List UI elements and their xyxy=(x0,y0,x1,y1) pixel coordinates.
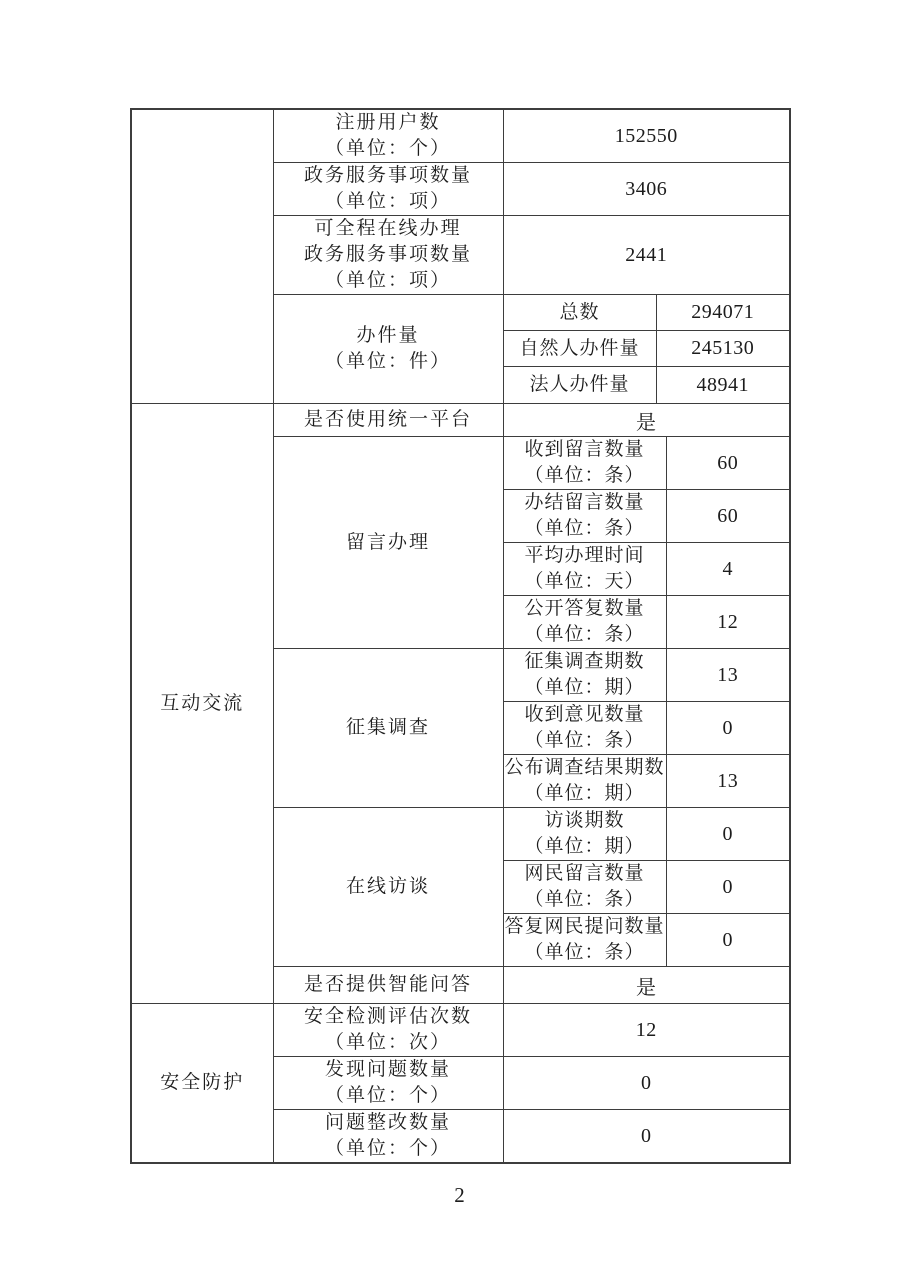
sub-label-line: 平均办理时间 xyxy=(524,545,645,566)
sub-label-cell xyxy=(503,437,666,490)
value-cell: 0 xyxy=(666,808,790,861)
row-label-line: 政务服务事项数量 xyxy=(303,165,472,186)
value-cell: 152550 xyxy=(503,109,790,163)
sub-label-line: 公开答复数量 xyxy=(524,598,645,619)
sub-label-line: 收到留言数量 xyxy=(524,439,645,460)
section-cell-interaction xyxy=(131,404,273,1004)
value-cell: 245130 xyxy=(656,331,790,367)
section-label: 互动交流 xyxy=(160,692,245,714)
row-label-cell xyxy=(273,295,503,404)
row-label-cell xyxy=(273,649,503,808)
sub-label-cell xyxy=(503,367,656,404)
sub-label-unit: （单位：期） xyxy=(524,677,645,698)
value-cell: 0 xyxy=(503,1057,790,1110)
sub-label-unit: （单位：条） xyxy=(524,889,645,910)
sub-label-unit: （单位：期） xyxy=(524,836,645,857)
row-label-unit: （单位：个） xyxy=(324,1085,451,1106)
row-label-line: 安全检测评估次数 xyxy=(303,1006,472,1027)
sub-label-line: 总数 xyxy=(559,301,600,323)
value-cell: 4 xyxy=(666,543,790,596)
value-cell: 48941 xyxy=(656,367,790,404)
sub-label-line: 答复网民提问数量 xyxy=(504,916,665,937)
value-cell: 是 xyxy=(503,967,790,1004)
row-label-unit: （单位：件） xyxy=(324,351,451,372)
row-label-line: 办件量 xyxy=(356,325,420,346)
row-label-cell xyxy=(273,163,503,216)
report-table xyxy=(130,108,791,1164)
row-label-line: 问题整改数量 xyxy=(324,1112,451,1133)
sub-label-cell xyxy=(503,295,656,331)
sub-label-line: 访谈期数 xyxy=(544,810,625,831)
sub-label-cell xyxy=(503,596,666,649)
value-cell: 60 xyxy=(666,437,790,490)
sub-label-unit: （单位：条） xyxy=(524,465,645,486)
row-label-cell xyxy=(273,1057,503,1110)
section-cell-security xyxy=(131,1004,273,1164)
value-cell: 13 xyxy=(666,755,790,808)
row-label-line: 发现问题数量 xyxy=(324,1059,451,1080)
row-label-cell xyxy=(273,1004,503,1057)
sub-label-cell xyxy=(503,331,656,367)
section-cell-blank xyxy=(131,109,273,404)
row-label-line: 是否使用统一平台 xyxy=(303,409,472,430)
sub-label-line: 公布调查结果期数 xyxy=(504,757,665,778)
sub-label-cell xyxy=(503,702,666,755)
sub-label-line: 法人办件量 xyxy=(529,374,630,395)
value-cell: 12 xyxy=(503,1004,790,1057)
row-label-line: 可全程在线办理 xyxy=(314,218,462,239)
row-label-cell xyxy=(273,967,503,1004)
page-number: 2 xyxy=(454,1183,465,1207)
sub-label-unit: （单位：条） xyxy=(524,942,645,963)
value-cell: 是 xyxy=(503,404,790,437)
sub-label-unit: （单位：条） xyxy=(524,624,645,645)
row-label-line: 在线访谈 xyxy=(345,876,430,897)
row-label-unit: （单位：个） xyxy=(324,1138,451,1159)
sub-label-cell xyxy=(503,755,666,808)
sub-label-unit: （单位：天） xyxy=(524,571,645,592)
sub-label-line: 自然人办件量 xyxy=(519,337,640,359)
sub-label-unit: （单位：条） xyxy=(524,730,645,751)
value-cell: 2441 xyxy=(503,216,790,295)
row-label-unit: （单位：项） xyxy=(324,191,451,212)
value-cell: 13 xyxy=(666,649,790,702)
row-label-line: 是否提供智能问答 xyxy=(303,974,472,995)
sub-label-cell xyxy=(503,808,666,861)
sub-label-line: 收到意见数量 xyxy=(524,704,645,725)
row-label-cell xyxy=(273,437,503,649)
sub-label-cell xyxy=(503,543,666,596)
row-label-cell xyxy=(273,216,503,295)
row-label-unit: （单位：项） xyxy=(324,270,451,291)
row-label-line: 注册用户数 xyxy=(335,112,441,133)
value-cell: 12 xyxy=(666,596,790,649)
sub-label-unit: （单位：期） xyxy=(524,783,645,804)
value-cell: 294071 xyxy=(656,295,790,331)
row-label-cell xyxy=(273,109,503,163)
sub-label-cell xyxy=(503,649,666,702)
sub-label-cell xyxy=(503,914,666,967)
value-cell: 0 xyxy=(503,1110,790,1164)
value-cell: 0 xyxy=(666,702,790,755)
value-cell: 0 xyxy=(666,914,790,967)
section-label: 安全防护 xyxy=(160,1072,245,1093)
sub-label-line: 征集调查期数 xyxy=(524,651,645,672)
row-label-cell xyxy=(273,808,503,967)
row-label-line: 政务服务事项数量 xyxy=(303,244,472,265)
sub-label-cell xyxy=(503,490,666,543)
sub-label-unit: （单位：条） xyxy=(524,518,645,539)
sub-label-cell xyxy=(503,861,666,914)
row-label-unit: （单位：次） xyxy=(324,1032,451,1053)
sub-label-line: 办结留言数量 xyxy=(524,492,645,513)
row-label-cell xyxy=(273,404,503,437)
value-cell: 0 xyxy=(666,861,790,914)
value-cell: 3406 xyxy=(503,163,790,216)
row-label-cell xyxy=(273,1110,503,1164)
row-label-line: 留言办理 xyxy=(345,531,430,553)
row-label-line: 征集调查 xyxy=(345,717,430,738)
sub-label-line: 网民留言数量 xyxy=(524,863,645,884)
value-cell: 60 xyxy=(666,490,790,543)
row-label-unit: （单位：个） xyxy=(324,138,451,159)
